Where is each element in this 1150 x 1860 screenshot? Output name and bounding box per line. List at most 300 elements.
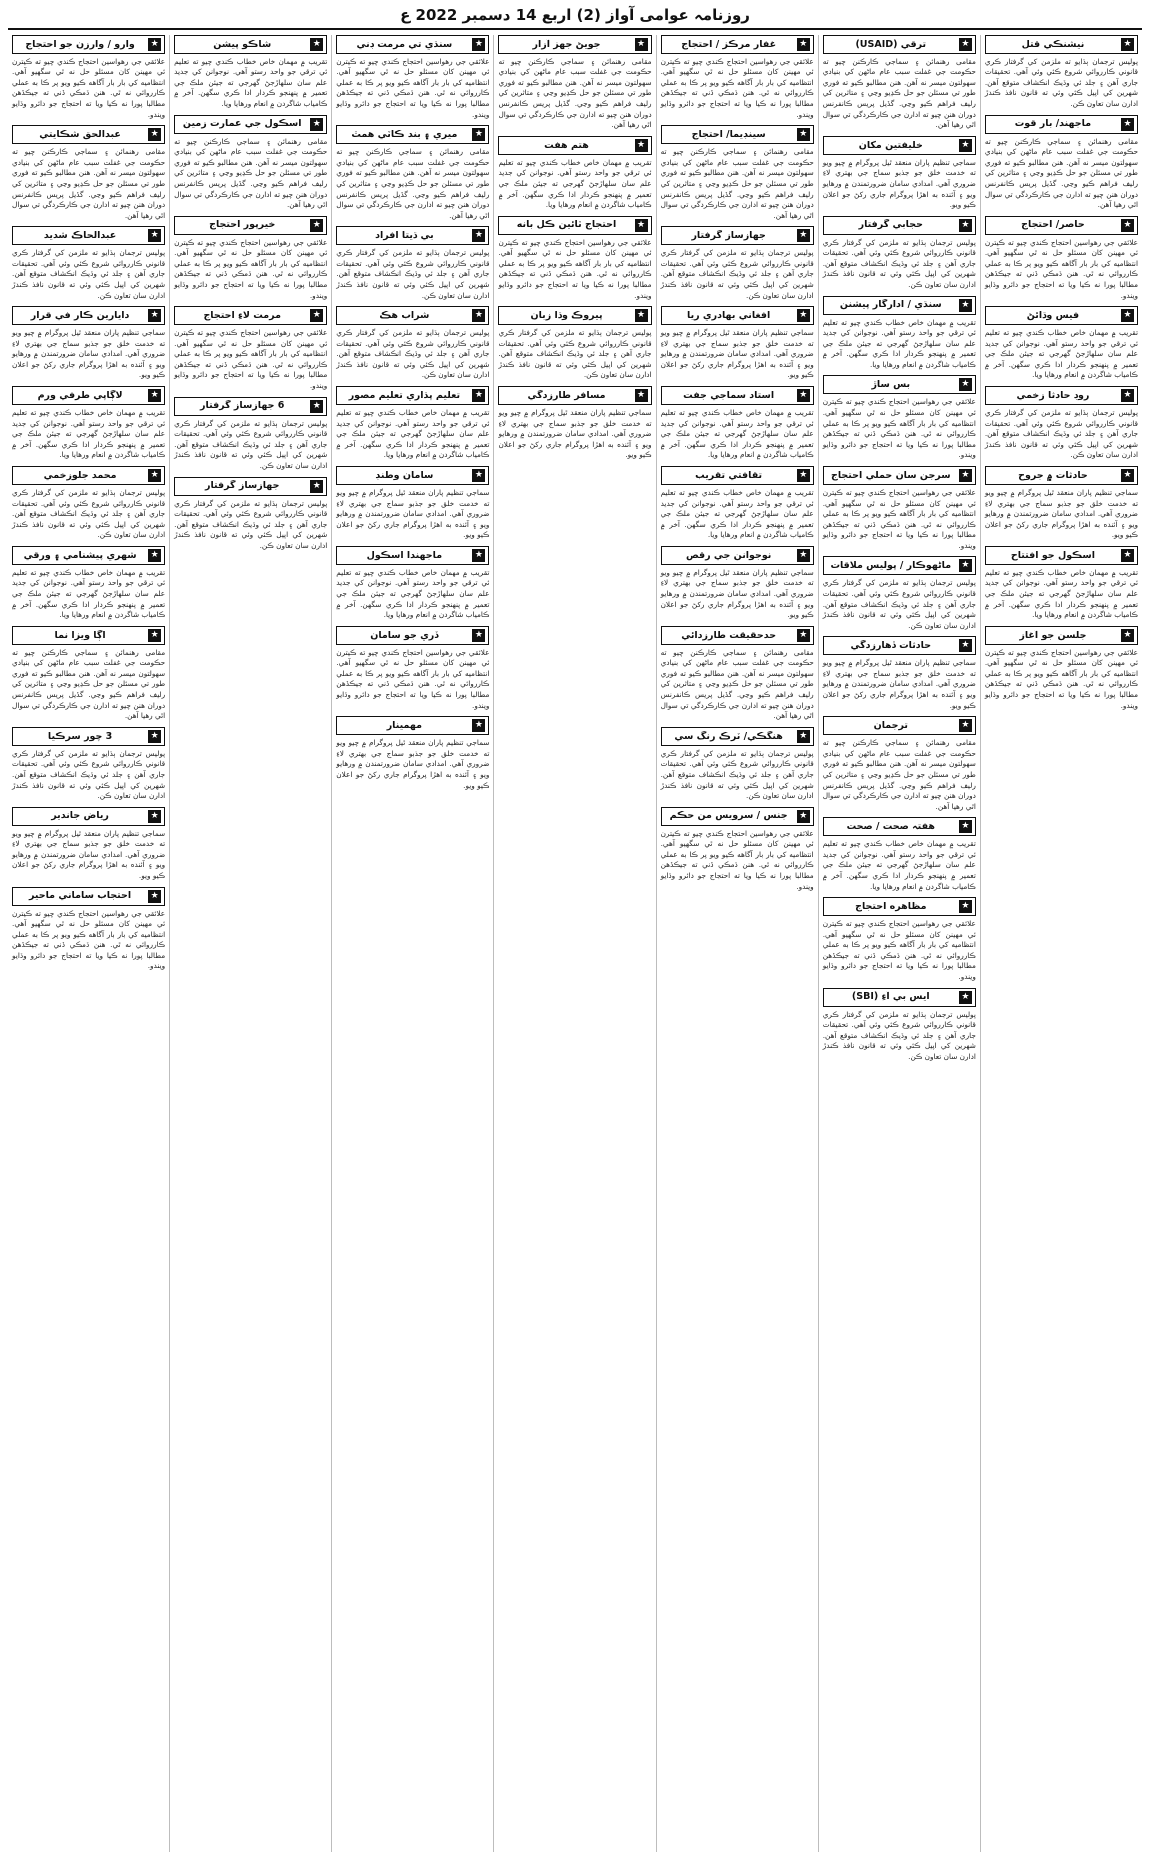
newspaper-column — [8, 35, 169, 1852]
star-icon: ★ — [1121, 309, 1134, 322]
article — [336, 125, 489, 221]
article-headline — [336, 386, 489, 405]
article-body: پوليس ترجمان ٻڌايو ته ملزمن کي گرفتار ڪري قانوني ڪارروائي شروع ڪئي وئي آهي. تحقيقات جاري آهن ۽ جلد ئي وڌيڪ انڪشاف متوقع آهن. شهرين کي اپيل ڪئي وئي ته قانون نافذ ڪندڙ ادارن سان تعاون ڪن. — [822, 1009, 976, 1061]
article-body: علائقي جي رهواسين احتجاج ڪندي چيو ته ڪيترن ئي مهينن کان مسئلو حل نه ٿي سگهيو آهي. انتظاميه کي بار بار آگاهه ڪيو ويو پر ڪا به عملي ڪارروائي نه ٿي. هنن ڌمڪي ڏني ته جيڪڏهن مطالبا پورا نه ڪيا ويا ته احتجاج جو دائرو وڌايو ويندو. — [660, 828, 814, 891]
article-headline — [985, 306, 1138, 325]
article-headline-text: مسافر طارزدگي — [527, 389, 606, 401]
article-body: سماجي تنظيم پاران منعقد ٿيل پروگرام ۾ چيو ويو ته خدمت خلق جو جذبو سماج جي بهتري لاءِ ضروري آهي. امدادي سامان ضرورتمندن ۾ ورهايو ويو ۽ آئنده به اهڙا پروگرام جاري رکڻ جو اعلان ڪيو ويو. — [336, 738, 490, 790]
article — [336, 716, 489, 791]
article — [336, 466, 489, 541]
article-body: پوليس ترجمان ٻڌايو ته ملزمن کي گرفتار ڪري قانوني ڪارروائي شروع ڪئي وئي آهي. تحقيقات جاري آهن ۽ جلد ئي وڌيڪ انڪشاف متوقع آهن. شهرين کي اپيل ڪئي وئي ته قانون نافذ ڪندڙ ادارن سان تعاون ڪن. — [822, 578, 976, 630]
star-icon: ★ — [472, 629, 485, 642]
article-headline — [661, 226, 814, 245]
article-headline-text: حادثات ڏهارزدگي — [850, 640, 932, 652]
article-body: مقامی رهنمائن ۽ سماجي ڪارڪنن چيو ته حڪومت جي غفلت سبب عام ماڻهن کي بنيادي سهولتون ميسر نه آهن. هنن مطالبو ڪيو ته فوري طور تي مسئلن جو حل ڪڍيو وڃي ۽ متاثرين کي رليف فراهم ڪيو وڃي. گڏيل پريس ڪانفرنس دوران هنن چيو ته ادارن جي ڪارڪردگي تي سوال اٿي رهيا آهن. — [12, 647, 166, 721]
article — [498, 35, 651, 131]
article — [823, 35, 976, 131]
article-headline-text: غفار مرڪز / احتجاج — [681, 38, 777, 50]
article-headline-text: جهازساز گرفتار — [205, 480, 280, 492]
article-body: سماجي تنظيم پاران منعقد ٿيل پروگرام ۾ چيو ويو ته خدمت خلق جو جذبو سماج جي بهتري لاءِ ضروري آهي. امدادي سامان ضرورتمندن ۾ ورهايو ويو ۽ آئنده به اهڙا پروگرام جاري رکڻ جو اعلان ڪيو ويو. — [12, 828, 166, 880]
article-headline — [985, 216, 1138, 235]
star-icon: ★ — [148, 890, 161, 903]
article — [174, 35, 327, 110]
article — [661, 386, 814, 461]
article — [174, 216, 327, 301]
article-headline — [823, 296, 976, 315]
star-icon: ★ — [797, 629, 810, 642]
article-headline-text: تقافتي تقريب — [695, 469, 763, 481]
article — [661, 546, 814, 621]
article — [823, 817, 976, 892]
article-headline-text: لاڳاپي طرفي ورم — [37, 389, 123, 401]
article — [985, 115, 1138, 211]
article-headline — [336, 125, 489, 144]
article — [661, 226, 814, 301]
star-icon: ★ — [1121, 549, 1134, 562]
article — [174, 306, 327, 391]
article — [336, 386, 489, 461]
article — [985, 626, 1138, 711]
article-body: سماجي تنظيم پاران منعقد ٿيل پروگرام ۾ چيو ويو ته خدمت خلق جو جذبو سماج جي بهتري لاءِ ضروري آهي. امدادي سامان ضرورتمندن ۾ ورهايو ويو ۽ آئنده به اهڙا پروگرام جاري رکڻ جو اعلان ڪيو ويو. — [498, 408, 652, 460]
article-body: سماجي تنظيم پاران منعقد ٿيل پروگرام ۾ چيو ويو ته خدمت خلق جو جذبو سماج جي بهتري لاءِ ضروري آهي. امدادي سامان ضرورتمندن ۾ ورهايو ويو ۽ آئنده به اهڙا پروگرام جاري رکڻ جو اعلان ڪيو ويو. — [822, 157, 976, 210]
article — [174, 477, 327, 552]
article-body: پوليس ترجمان ٻڌايو ته ملزمن کي گرفتار ڪري قانوني ڪارروائي شروع ڪئي وئي آهي. تحقيقات جاري آهن ۽ جلد ئي وڌيڪ انڪشاف متوقع آهن. شهرين کي اپيل ڪئي وئي ته قانون نافذ ڪندڙ ادارن سان تعاون ڪن. — [174, 498, 328, 550]
article-headline — [823, 136, 976, 155]
article-headline — [12, 546, 165, 565]
star-icon: ★ — [148, 128, 161, 141]
star-icon: ★ — [959, 900, 972, 913]
article-body: تقريب ۾ مهمان خاص خطاب ڪندي چيو ته تعليم ئي ترقي جو واحد رستو آهي. نوجوانن کي جديد علم سان سلهاڙجڻ گهرجي ته جيئن ملڪ جي تعمير ۾ پنهنجو ڪردار ادا ڪري سگهن. آخر ۾ ڪامياب شاگردن ۾ انعام ورهايا ويا. — [660, 408, 814, 460]
star-icon: ★ — [797, 549, 810, 562]
article-body: تقريب ۾ مهمان خاص خطاب ڪندي چيو ته تعليم ئي ترقي جو واحد رستو آهي. نوجوانن کي جديد علم سان سلهاڙجڻ گهرجي ته جيئن ملڪ جي تعمير ۾ پنهنجو ڪردار ادا ڪري سگهن. آخر ۾ ڪامياب شاگردن ۾ انعام ورهايا ويا. — [336, 408, 490, 460]
article — [985, 386, 1138, 461]
article-headline-text: ميري ۽ بند ڪاٽي همٿ — [351, 129, 458, 141]
star-icon: ★ — [635, 389, 648, 402]
article-headline-text: اڳا ويزا نما — [54, 629, 106, 641]
article-headline — [174, 35, 327, 54]
article — [661, 626, 814, 722]
star-icon: ★ — [472, 309, 485, 322]
article-headline — [661, 807, 814, 826]
article-body: علائقي جي رهواسين احتجاج ڪندي چيو ته ڪيترن ئي مهينن کان مسئلو حل نه ٿي سگهيو آهي. انتظاميه کي بار بار آگاهه ڪيو ويو پر ڪا به عملي ڪارروائي نه ٿي. هنن ڌمڪي ڏني ته جيڪڏهن مطالبا پورا نه ڪيا ويا ته احتجاج جو دائرو وڌايو ويندو. — [12, 908, 166, 971]
article — [12, 386, 165, 461]
article-body: سماجي تنظيم پاران منعقد ٿيل پروگرام ۾ چيو ويو ته خدمت خلق جو جذبو سماج جي بهتري لاءِ ضروري آهي. امدادي سامان ضرورتمندن ۾ ورهايو ويو ۽ آئنده به اهڙا پروگرام جاري رکڻ جو اعلان ڪيو ويو. — [12, 328, 166, 380]
star-icon: ★ — [797, 389, 810, 402]
article-headline — [498, 306, 651, 325]
star-icon: ★ — [148, 309, 161, 322]
article-headline — [174, 477, 327, 496]
star-icon: ★ — [959, 820, 972, 833]
article-body: مقامی رهنمائن ۽ سماجي ڪارڪنن چيو ته حڪومت جي غفلت سبب عام ماڻهن کي بنيادي سهولتون ميسر نه آهن. هنن مطالبو ڪيو ته فوري طور تي مسئلن جو حل ڪڍيو وڃي ۽ متاثرين کي رليف فراهم ڪيو وڃي. گڏيل پريس ڪانفرنس دوران هنن چيو ته ادارن جي ڪارڪردگي تي سوال اٿي رهيا آهن. — [822, 738, 976, 811]
article — [823, 897, 976, 982]
article-headline — [823, 556, 976, 575]
article-headline-text: احتجاج ٽائين ڪل بانه — [516, 219, 617, 231]
article-headline-text: جنس / سرويس من حڪم — [669, 810, 788, 822]
article-headline — [823, 817, 976, 836]
star-icon: ★ — [635, 38, 648, 51]
article — [12, 226, 165, 301]
article-headline-text: دايارين ڪار في قرار — [30, 309, 130, 321]
article-headline — [985, 466, 1138, 485]
article-headline — [336, 35, 489, 54]
article-body: پوليس ترجمان ٻڌايو ته ملزمن کي گرفتار ڪري قانوني ڪارروائي شروع ڪئي وئي آهي. تحقيقات جاري آهن ۽ جلد ئي وڌيڪ انڪشاف متوقع آهن. شهرين کي اپيل ڪئي وئي ته قانون نافذ ڪندڙ ادارن سان تعاون ڪن. — [12, 487, 166, 540]
star-icon: ★ — [148, 469, 161, 482]
article — [12, 35, 165, 120]
article-body: مقامی رهنمائن ۽ سماجي ڪارڪنن چيو ته حڪومت جي غفلت سبب عام ماڻهن کي بنيادي سهولتون ميسر نه آهن. هنن مطالبو ڪيو ته فوري طور تي مسئلن جو حل ڪڍيو وڃي ۽ متاثرين کي رليف فراهم ڪيو وڃي. گڏيل پريس ڪانفرنس دوران هنن چيو ته ادارن جي ڪارڪردگي تي سوال اٿي رهيا آهن. — [174, 136, 328, 210]
article-headline — [336, 626, 489, 645]
article-headline-text: خيرپور احتجاج — [209, 219, 276, 231]
article-body: مقامی رهنمائن ۽ سماجي ڪارڪنن چيو ته حڪومت جي غفلت سبب عام ماڻهن کي بنيادي سهولتون ميسر نه آهن. هنن مطالبو ڪيو ته فوري طور تي مسئلن جو حل ڪڍيو وڃي ۽ متاثرين کي رليف فراهم ڪيو وڃي. گڏيل پريس ڪانفرنس دوران هنن چيو ته ادارن جي ڪارڪردگي تي سوال اٿي رهيا آهن. — [12, 147, 166, 220]
article-headline-text: وارو / وارزن جو احتجاج — [25, 38, 135, 50]
article — [823, 296, 976, 371]
article-headline — [12, 727, 165, 746]
article-body: علائقي جي رهواسين احتجاج ڪندي چيو ته ڪيترن ئي مهينن کان مسئلو حل نه ٿي سگهيو آهي. انتظاميه کي بار بار آگاهه ڪيو ويو پر ڪا به عملي ڪارروائي نه ٿي. هنن ڌمڪي ڏني ته جيڪڏهن مطالبا پورا نه ڪيا ويا ته احتجاج جو دائرو وڌايو ويندو. — [12, 56, 166, 119]
article — [661, 35, 814, 120]
article-headline — [661, 306, 814, 325]
article — [498, 216, 651, 301]
article-headline-text: خلیفتین مکان — [858, 139, 923, 151]
star-icon: ★ — [148, 730, 161, 743]
article — [985, 216, 1138, 301]
article-headline-text: ايس بي آءِ (SBI) — [851, 991, 930, 1003]
article-headline-text: ترقي (USAID) — [855, 38, 927, 50]
article-headline-text: فيس وڌائڻ — [1026, 309, 1080, 321]
article-headline-text: احتجاب ساماني ماحير — [28, 890, 132, 902]
article-body: علائقي جي رهواسين احتجاج ڪندي چيو ته ڪيترن ئي مهينن کان مسئلو حل نه ٿي سگهيو آهي. انتظاميه کي بار بار آگاهه ڪيو ويو پر ڪا به عملي ڪارروائي نه ٿي. هنن ڌمڪي ڏني ته جيڪڏهن مطالبا پورا نه ڪيا ويا ته احتجاج جو دائرو وڌايو ويندو. — [174, 328, 328, 391]
article-headline-text: مرمت لاءِ احتجاج — [203, 309, 281, 321]
article-headline-text: شاڪو پيشن — [213, 38, 272, 50]
star-icon: ★ — [472, 38, 485, 51]
article-headline — [12, 226, 165, 245]
article-headline — [661, 546, 814, 565]
article — [498, 306, 651, 381]
article-body: پوليس ترجمان ٻڌايو ته ملزمن کي گرفتار ڪري قانوني ڪارروائي شروع ڪئي وئي آهي. تحقيقات جاري آهن ۽ جلد ئي وڌيڪ انڪشاف متوقع آهن. شهرين کي اپيل ڪئي وئي ته قانون نافذ ڪندڙ ادارن سان تعاون ڪن. — [12, 248, 166, 300]
article-headline — [985, 35, 1138, 54]
newspaper-column — [980, 35, 1142, 1852]
article — [985, 546, 1138, 621]
article-headline — [661, 466, 814, 485]
article-headline-text: شراب هڪ — [379, 309, 430, 321]
article-headline-text: پيروڪ وڌا زبان — [530, 309, 603, 321]
star-icon: ★ — [959, 299, 972, 312]
star-icon: ★ — [959, 219, 972, 232]
article — [823, 136, 976, 211]
newspaper-column — [656, 35, 818, 1852]
article-body: علائقي جي رهواسين احتجاج ڪندي چيو ته ڪيترن ئي مهينن کان مسئلو حل نه ٿي سگهيو آهي. انتظاميه کي بار بار آگاهه ڪيو ويو پر ڪا به عملي ڪارروائي نه ٿي. هنن ڌمڪي ڏني ته جيڪڏهن مطالبا پورا نه ڪيا ويا ته احتجاج جو دائرو وڌايو ويندو. — [822, 919, 976, 982]
article-body: علائقي جي رهواسين احتجاج ڪندي چيو ته ڪيترن ئي مهينن کان مسئلو حل نه ٿي سگهيو آهي. انتظاميه کي بار بار آگاهه ڪيو ويو پر ڪا به عملي ڪارروائي نه ٿي. هنن ڌمڪي ڏني ته جيڪڏهن مطالبا پورا نه ڪيا ويا ته احتجاج جو دائرو وڌايو ويندو. — [660, 56, 814, 119]
article-body: تقريب ۾ مهمان خاص خطاب ڪندي چيو ته تعليم ئي ترقي جو واحد رستو آهي. نوجوانن کي جديد علم سان سلهاڙجڻ گهرجي ته جيئن ملڪ جي تعمير ۾ پنهنجو ڪردار ادا ڪري سگهن. آخر ۾ ڪامياب شاگردن ۾ انعام ورهايا ويا. — [822, 317, 976, 369]
newspaper-column — [331, 35, 493, 1852]
article-headline-text: جويڻ جهز آزار — [532, 38, 601, 50]
article-body: تقريب ۾ مهمان خاص خطاب ڪندي چيو ته تعليم ئي ترقي جو واحد رستو آهي. نوجوانن کي جديد علم سان سلهاڙجڻ گهرجي ته جيئن ملڪ جي تعمير ۾ پنهنجو ڪردار ادا ڪري سگهن. آخر ۾ ڪامياب شاگردن ۾ انعام ورهايا ويا. — [822, 839, 976, 891]
star-icon: ★ — [310, 219, 323, 232]
star-icon: ★ — [959, 639, 972, 652]
article — [823, 556, 976, 631]
star-icon: ★ — [797, 730, 810, 743]
star-icon: ★ — [472, 389, 485, 402]
article-headline-text: حدحقيقت طارزدائي — [681, 629, 777, 641]
article-headline — [12, 306, 165, 325]
article-headline-text: ماجهندا اسڪول — [366, 549, 443, 561]
star-icon: ★ — [959, 38, 972, 51]
star-icon: ★ — [310, 38, 323, 51]
star-icon: ★ — [1121, 629, 1134, 642]
star-icon: ★ — [959, 719, 972, 732]
article-body: سماجي تنظيم پاران منعقد ٿيل پروگرام ۾ چيو ويو ته خدمت خلق جو جذبو سماج جي بهتري لاءِ ضروري آهي. امدادي سامان ضرورتمندن ۾ ورهايو ويو ۽ آئنده به اهڙا پروگرام جاري رکڻ جو اعلان ڪيو ويو. — [660, 567, 814, 620]
article — [498, 136, 651, 211]
article-headline — [985, 626, 1138, 645]
article-headline — [661, 35, 814, 54]
article-headline — [12, 35, 165, 54]
newspaper-column — [493, 35, 655, 1852]
star-icon: ★ — [797, 810, 810, 823]
article-headline — [12, 887, 165, 906]
article — [336, 546, 489, 621]
article-headline-text: شهري پيشنامي ۽ ورقي — [23, 549, 137, 561]
article-headline-text: بس ساڙ — [871, 379, 911, 391]
article — [823, 636, 976, 711]
star-icon: ★ — [635, 309, 648, 322]
star-icon: ★ — [1121, 469, 1134, 482]
article-headline — [661, 727, 814, 746]
article-headline — [12, 125, 165, 144]
star-icon: ★ — [1121, 219, 1134, 232]
star-icon: ★ — [310, 118, 323, 131]
article-headline — [498, 386, 651, 405]
star-icon: ★ — [797, 309, 810, 322]
article-headline — [823, 897, 976, 916]
article-headline — [12, 626, 165, 645]
article-body: سماجي تنظيم پاران منعقد ٿيل پروگرام ۾ چيو ويو ته خدمت خلق جو جذبو سماج جي بهتري لاءِ ضروري آهي. امدادي سامان ضرورتمندن ۾ ورهايو ويو ۽ آئنده به اهڙا پروگرام جاري رکڻ جو اعلان ڪيو ويو. — [984, 487, 1138, 540]
article-body: سماجي تنظيم پاران منعقد ٿيل پروگرام ۾ چيو ويو ته خدمت خلق جو جذبو سماج جي بهتري لاءِ ضروري آهي. امدادي سامان ضرورتمندن ۾ ورهايو ويو ۽ آئنده به اهڙا پروگرام جاري رکڻ جو اعلان ڪيو ويو. — [822, 658, 976, 710]
star-icon: ★ — [959, 139, 972, 152]
article-body: علائقي جي رهواسين احتجاج ڪندي چيو ته ڪيترن ئي مهينن کان مسئلو حل نه ٿي سگهيو آهي. انتظاميه کي بار بار آگاهه ڪيو ويو پر ڪا به عملي ڪارروائي نه ٿي. هنن ڌمڪي ڏني ته جيڪڏهن مطالبا پورا نه ڪيا ويا ته احتجاج جو دائرو وڌايو ويندو. — [336, 56, 490, 119]
article-body: تقريب ۾ مهمان خاص خطاب ڪندي چيو ته تعليم ئي ترقي جو واحد رستو آهي. نوجوانن کي جديد علم سان سلهاڙجڻ گهرجي ته جيئن ملڪ جي تعمير ۾ پنهنجو ڪردار ادا ڪري سگهن. آخر ۾ ڪامياب شاگردن ۾ انعام ورهايا ويا. — [984, 567, 1138, 620]
article — [336, 35, 489, 120]
star-icon: ★ — [1121, 389, 1134, 402]
article — [985, 306, 1138, 381]
article — [823, 988, 976, 1063]
article — [12, 887, 165, 972]
article — [12, 626, 165, 722]
star-icon: ★ — [797, 38, 810, 51]
article — [985, 35, 1138, 110]
star-icon: ★ — [148, 38, 161, 51]
article — [174, 397, 327, 472]
article — [12, 466, 165, 541]
star-icon: ★ — [472, 549, 485, 562]
article-headline-text: 3 چور سرڪيا — [47, 730, 113, 742]
article-headline — [12, 466, 165, 485]
star-icon: ★ — [797, 128, 810, 141]
article-body: مقامی رهنمائن ۽ سماجي ڪارڪنن چيو ته حڪومت جي غفلت سبب عام ماڻهن کي بنيادي سهولتون ميسر نه آهن. هنن مطالبو ڪيو ته فوري طور تي مسئلن جو حل ڪڍيو وڃي ۽ متاثرين کي رليف فراهم ڪيو وڃي. گڏيل پريس ڪانفرنس دوران هنن چيو ته ادارن جي ڪارڪردگي تي سوال اٿي رهيا آهن. — [984, 136, 1138, 210]
article-headline — [336, 306, 489, 325]
article-headline — [823, 716, 976, 735]
article-headline-text: حجابي گرفتار — [858, 219, 923, 231]
star-icon: ★ — [148, 810, 161, 823]
star-icon: ★ — [472, 128, 485, 141]
article-headline-text: روڊ حادثا زخمي — [1016, 389, 1090, 401]
article-headline-text: اسڪول جو افتتاح — [1010, 549, 1095, 561]
article — [12, 125, 165, 221]
article-headline — [498, 136, 651, 155]
article — [823, 716, 976, 812]
article — [12, 727, 165, 802]
article-headline-text: عبدالحق شڪايتي — [39, 129, 121, 141]
star-icon: ★ — [148, 629, 161, 642]
masthead — [8, 6, 1142, 30]
article-headline — [985, 386, 1138, 405]
star-icon: ★ — [310, 480, 323, 493]
article-headline-text: هتم هفت — [544, 139, 589, 151]
article-body: تقريب ۾ مهمان خاص خطاب ڪندي چيو ته تعليم ئي ترقي جو واحد رستو آهي. نوجوانن کي جديد علم سان سلهاڙجڻ گهرجي ته جيئن ملڪ جي تعمير ۾ پنهنجو ڪردار ادا ڪري سگهن. آخر ۾ ڪامياب شاگردن ۾ انعام ورهايا ويا. — [498, 157, 652, 210]
article-body: علائقي جي رهواسين احتجاج ڪندي چيو ته ڪيترن ئي مهينن کان مسئلو حل نه ٿي سگهيو آهي. انتظاميه کي بار بار آگاهه ڪيو ويو پر ڪا به عملي ڪارروائي نه ٿي. هنن ڌمڪي ڏني ته جيڪڏهن مطالبا پورا نه ڪيا ويا ته احتجاج جو دائرو وڌايو ويندو. — [984, 647, 1138, 710]
article-headline-text: ماجهند/ بار قوت — [1014, 118, 1092, 130]
article-headline-text: سرجن سان حملي احتجاج — [831, 469, 951, 481]
article — [336, 226, 489, 301]
article-body: تقريب ۾ مهمان خاص خطاب ڪندي چيو ته تعليم ئي ترقي جو واحد رستو آهي. نوجوانن کي جديد علم سان سلهاڙجڻ گهرجي ته جيئن ملڪ جي تعمير ۾ پنهنجو ڪردار ادا ڪري سگهن. آخر ۾ ڪامياب شاگردن ۾ انعام ورهايا ويا. — [984, 328, 1138, 380]
article-headline — [823, 636, 976, 655]
article-headline-text: رياض جاندير — [51, 810, 109, 822]
article-headline-text: ماڻهوڪار / پولیس ملاقات — [830, 560, 952, 572]
article-headline-text: حادثات ۾ جروح — [1018, 469, 1088, 481]
star-icon: ★ — [959, 991, 972, 1004]
star-icon: ★ — [472, 229, 485, 242]
article — [661, 466, 814, 541]
article-headline — [174, 306, 327, 325]
article-body: پوليس ترجمان ٻڌايو ته ملزمن کي گرفتار ڪري قانوني ڪارروائي شروع ڪئي وئي آهي. تحقيقات جاري آهن ۽ جلد ئي وڌيڪ انڪشاف متوقع آهن. شهرين کي اپيل ڪئي وئي ته قانون نافذ ڪندڙ ادارن سان تعاون ڪن. — [12, 748, 166, 801]
star-icon: ★ — [148, 229, 161, 242]
article-body: پوليس ترجمان ٻڌايو ته ملزمن کي گرفتار ڪري قانوني ڪارروائي شروع ڪئي وئي آهي. تحقيقات جاري آهن ۽ جلد ئي وڌيڪ انڪشاف متوقع آهن. شهرين کي اپيل ڪئي وئي ته قانون نافذ ڪندڙ ادارن سان تعاون ڪن. — [336, 248, 490, 300]
article — [336, 306, 489, 381]
article-body: پوليس ترجمان ٻڌايو ته ملزمن کي گرفتار ڪري قانوني ڪارروائي شروع ڪئي وئي آهي. تحقيقات جاري آهن ۽ جلد ئي وڌيڪ انڪشاف متوقع آهن. شهرين کي اپيل ڪئي وئي ته قانون نافذ ڪندڙ ادارن سان تعاون ڪن. — [498, 328, 652, 380]
article — [336, 626, 489, 711]
article-headline-text: سنڌي / ادارگار پیشنن — [839, 299, 942, 311]
article — [661, 807, 814, 892]
article-body: پوليس ترجمان ٻڌايو ته ملزمن کي گرفتار ڪري قانوني ڪارروائي شروع ڪئي وئي آهي. تحقيقات جاري آهن ۽ جلد ئي وڌيڪ انڪشاف متوقع آهن. شهرين کي اپيل ڪئي وئي ته قانون نافذ ڪندڙ ادارن سان تعاون ڪن. — [984, 408, 1138, 460]
article — [12, 807, 165, 882]
article-headline — [985, 546, 1138, 565]
article-headline — [12, 386, 165, 405]
article-headline — [985, 115, 1138, 134]
article-body: تقريب ۾ مهمان خاص خطاب ڪندي چيو ته تعليم ئي ترقي جو واحد رستو آهي. نوجوانن کي جديد علم سان سلهاڙجڻ گهرجي ته جيئن ملڪ جي تعمير ۾ پنهنجو ڪردار ادا ڪري سگهن. آخر ۾ ڪامياب شاگردن ۾ انعام ورهايا ويا. — [336, 567, 490, 620]
article-headline-text: ترجمان — [873, 719, 908, 731]
article-body: مقامی رهنمائن ۽ سماجي ڪارڪنن چيو ته حڪومت جي غفلت سبب عام ماڻهن کي بنيادي سهولتون ميسر نه آهن. هنن مطالبو ڪيو ته فوري طور تي مسئلن جو حل ڪڍيو وڃي ۽ متاثرين کي رليف فراهم ڪيو وڃي. گڏيل پريس ڪانفرنس دوران هنن چيو ته ادارن جي ڪارڪردگي تي سوال اٿي رهيا آهن. — [660, 147, 814, 220]
article — [174, 115, 327, 211]
article-body: مقامی رهنمائن ۽ سماجي ڪارڪنن چيو ته حڪومت جي غفلت سبب عام ماڻهن کي بنيادي سهولتون ميسر نه آهن. هنن مطالبو ڪيو ته فوري طور تي مسئلن جو حل ڪڍيو وڃي ۽ متاثرين کي رليف فراهم ڪيو وڃي. گڏيل پريس ڪانفرنس دوران هنن چيو ته ادارن جي ڪارڪردگي تي سوال اٿي رهيا آهن. — [336, 147, 490, 220]
article-headline-text: سنڌي تي مرمت ڊني — [356, 38, 453, 50]
article-headline — [174, 115, 327, 134]
article-body: علائقي جي رهواسين احتجاج ڪندي چيو ته ڪيترن ئي مهينن کان مسئلو حل نه ٿي سگهيو آهي. انتظاميه کي بار بار آگاهه ڪيو ويو پر ڪا به عملي ڪارروائي نه ٿي. هنن ڌمڪي ڏني ته جيڪڏهن مطالبا پورا نه ڪيا ويا ته احتجاج جو دائرو وڌايو ويندو. — [822, 397, 976, 460]
star-icon: ★ — [310, 309, 323, 322]
article-body: پوليس ترجمان ٻڌايو ته ملزمن کي گرفتار ڪري قانوني ڪارروائي شروع ڪئي وئي آهي. تحقيقات جاري آهن ۽ جلد ئي وڌيڪ انڪشاف متوقع آهن. شهرين کي اپيل ڪئي وئي ته قانون نافذ ڪندڙ ادارن سان تعاون ڪن. — [984, 56, 1138, 109]
article-headline — [498, 35, 651, 54]
article-headline — [823, 35, 976, 54]
article-headline-text: هفتہ صحت / صحت — [846, 821, 935, 833]
article-body: تقريب ۾ مهمان خاص خطاب ڪندي چيو ته تعليم ئي ترقي جو واحد رستو آهي. نوجوانن کي جديد علم سان سلهاڙجڻ گهرجي ته جيئن ملڪ جي تعمير ۾ پنهنجو ڪردار ادا ڪري سگهن. آخر ۾ ڪامياب شاگردن ۾ انعام ورهايا ويا. — [660, 487, 814, 540]
article-headline — [661, 386, 814, 405]
article-body: علائقي جي رهواسين احتجاج ڪندي چيو ته ڪيترن ئي مهينن کان مسئلو حل نه ٿي سگهيو آهي. انتظاميه کي بار بار آگاهه ڪيو ويو پر ڪا به عملي ڪارروائي نه ٿي. هنن ڌمڪي ڏني ته جيڪڏهن مطالبا پورا نه ڪيا ويا ته احتجاج جو دائرو وڌايو ويندو. — [984, 237, 1138, 300]
article — [823, 466, 976, 551]
article-headline-text: ڏري جو سامان — [370, 629, 439, 641]
article-body: سماجي تنظيم پاران منعقد ٿيل پروگرام ۾ چيو ويو ته خدمت خلق جو جذبو سماج جي بهتري لاءِ ضروري آهي. امدادي سامان ضرورتمندن ۾ ورهايو ويو ۽ آئنده به اهڙا پروگرام جاري رکڻ جو اعلان ڪيو ويو. — [336, 487, 490, 540]
article — [985, 466, 1138, 541]
article-headline-text: جلسن جو آغاز — [1019, 629, 1087, 641]
star-icon: ★ — [635, 139, 648, 152]
star-icon: ★ — [635, 219, 648, 232]
star-icon: ★ — [797, 229, 810, 242]
star-icon: ★ — [959, 378, 972, 391]
article — [823, 375, 976, 460]
article-headline-text: سينڊيما/ احتجاج — [691, 129, 766, 141]
article-body: پوليس ترجمان ٻڌايو ته ملزمن کي گرفتار ڪري قانوني ڪارروائي شروع ڪئي وئي آهي. تحقيقات جاري آهن ۽ جلد ئي وڌيڪ انڪشاف متوقع آهن. شهرين کي اپيل ڪئي وئي ته قانون نافذ ڪندڙ ادارن سان تعاون ڪن. — [336, 328, 490, 380]
article-headline — [174, 216, 327, 235]
article-headline-text: مهمينار — [386, 719, 423, 731]
article-headline-text: تعليم پڌاري تعليم مصور — [348, 389, 461, 401]
article-body: تقريب ۾ مهمان خاص خطاب ڪندي چيو ته تعليم ئي ترقي جو واحد رستو آهي. نوجوانن کي جديد علم سان سلهاڙجڻ گهرجي ته جيئن ملڪ جي تعمير ۾ پنهنجو ڪردار ادا ڪري سگهن. آخر ۾ ڪامياب شاگردن ۾ انعام ورهايا ويا. — [12, 567, 166, 620]
article-headline — [336, 226, 489, 245]
article — [823, 216, 976, 291]
article-body: مقامی رهنمائن ۽ سماجي ڪارڪنن چيو ته حڪومت جي غفلت سبب عام ماڻهن کي بنيادي سهولتون ميسر نه آهن. هنن مطالبو ڪيو ته فوري طور تي مسئلن جو حل ڪڍيو وڃي ۽ متاثرين کي رليف فراهم ڪيو وڃي. گڏيل پريس ڪانفرنس دوران هنن چيو ته ادارن جي ڪارڪردگي تي سوال اٿي رهيا آهن. — [660, 647, 814, 721]
article-body: پوليس ترجمان ٻڌايو ته ملزمن کي گرفتار ڪري قانوني ڪارروائي شروع ڪئي وئي آهي. تحقيقات جاري آهن ۽ جلد ئي وڌيڪ انڪشاف متوقع آهن. شهرين کي اپيل ڪئي وئي ته قانون نافذ ڪندڙ ادارن سان تعاون ڪن. — [660, 248, 814, 300]
article-body: پوليس ترجمان ٻڌايو ته ملزمن کي گرفتار ڪري قانوني ڪارروائي شروع ڪئي وئي آهي. تحقيقات جاري آهن ۽ جلد ئي وڌيڪ انڪشاف متوقع آهن. شهرين کي اپيل ڪئي وئي ته قانون نافذ ڪندڙ ادارن سان تعاون ڪن. — [174, 418, 328, 470]
article-headline-text: مظاهره احتجاج — [855, 900, 927, 912]
star-icon: ★ — [310, 400, 323, 413]
newspaper-column — [169, 35, 331, 1852]
article-headline-text: هنگڪي/ ٽرڪ رنگ سي — [674, 730, 783, 742]
article-headline — [498, 216, 651, 235]
article-headline-text: اسڪول جي عمارت زمين — [182, 118, 302, 130]
article-headline — [823, 216, 976, 235]
article-headline — [336, 466, 489, 485]
star-icon: ★ — [959, 559, 972, 572]
article-body: علائقي جي رهواسين احتجاج ڪندي چيو ته ڪيترن ئي مهينن کان مسئلو حل نه ٿي سگهيو آهي. انتظاميه کي بار بار آگاهه ڪيو ويو پر ڪا به عملي ڪارروائي نه ٿي. هنن ڌمڪي ڏني ته جيڪڏهن مطالبا پورا نه ڪيا ويا ته احتجاج جو دائرو وڌايو ويندو. — [336, 647, 490, 710]
article-headline-text: جهازساز گرفتار — [691, 230, 766, 242]
article-headline — [661, 626, 814, 645]
article-body: تقريب ۾ مهمان خاص خطاب ڪندي چيو ته تعليم ئي ترقي جو واحد رستو آهي. نوجوانن کي جديد علم سان سلهاڙجڻ گهرجي ته جيئن ملڪ جي تعمير ۾ پنهنجو ڪردار ادا ڪري سگهن. آخر ۾ ڪامياب شاگردن ۾ انعام ورهايا ويا. — [12, 408, 166, 460]
article-headline — [336, 716, 489, 735]
star-icon: ★ — [1121, 118, 1134, 131]
article-body: علائقي جي رهواسين احتجاج ڪندي چيو ته ڪيترن ئي مهينن کان مسئلو حل نه ٿي سگهيو آهي. انتظاميه کي بار بار آگاهه ڪيو ويو پر ڪا به عملي ڪارروائي نه ٿي. هنن ڌمڪي ڏني ته جيڪڏهن مطالبا پورا نه ڪيا ويا ته احتجاج جو دائرو وڌايو ويندو. — [822, 487, 976, 550]
star-icon: ★ — [472, 469, 485, 482]
article-headline — [661, 125, 814, 144]
article — [498, 386, 651, 461]
article-headline-text: استاد سماجي جفت — [683, 389, 775, 401]
article-headline-text: بي ڌيتا افراد — [375, 230, 434, 242]
article-body: پوليس ترجمان ٻڌايو ته ملزمن کي گرفتار ڪري قانوني ڪارروائي شروع ڪئي وئي آهي. تحقيقات جاري آهن ۽ جلد ئي وڌيڪ انڪشاف متوقع آهن. شهرين کي اپيل ڪئي وئي ته قانون نافذ ڪندڙ ادارن سان تعاون ڪن. — [660, 748, 814, 801]
page-title: روزنامہ عوامی آواز (2) اربع 14 دسمبر 2022 ع — [400, 6, 750, 24]
article-body: مقامی رهنمائن ۽ سماجي ڪارڪنن چيو ته حڪومت جي غفلت سبب عام ماڻهن کي بنيادي سهولتون ميسر نه آهن. هنن مطالبو ڪيو ته فوري طور تي مسئلن جو حل ڪڍيو وڃي ۽ متاثرين کي رليف فراهم ڪيو وڃي. گڏيل پريس ڪانفرنس دوران هنن چيو ته ادارن جي ڪارڪردگي تي سوال اٿي رهيا آهن. — [498, 56, 652, 130]
article-headline-text: نوجوانن جي رقص — [685, 549, 772, 561]
article-headline — [823, 375, 976, 394]
article — [12, 306, 165, 381]
article-headline-text: حاصر/ احتجاج — [1021, 219, 1085, 231]
article-headline — [174, 397, 327, 416]
article-body: تقريب ۾ مهمان خاص خطاب ڪندي چيو ته تعليم ئي ترقي جو واحد رستو آهي. نوجوانن کي جديد علم سان سلهاڙجڻ گهرجي ته جيئن ملڪ جي تعمير ۾ پنهنجو ڪردار ادا ڪري سگهن. آخر ۾ ڪامياب شاگردن ۾ انعام ورهايا ويا. — [174, 56, 328, 109]
article-headline-text: محمد جلوزخمي — [43, 469, 117, 481]
star-icon: ★ — [959, 469, 972, 482]
star-icon: ★ — [472, 719, 485, 732]
article-headline-text: افغاني بهادري ريا — [687, 309, 771, 321]
article-headline-text: 6 جهازساز گرفتار — [200, 400, 285, 412]
article-body: مقامی رهنمائن ۽ سماجي ڪارڪنن چيو ته حڪومت جي غفلت سبب عام ماڻهن کي بنيادي سهولتون ميسر نه آهن. هنن مطالبو ڪيو ته فوري طور تي مسئلن جو حل ڪڍيو وڃي ۽ متاثرين کي رليف فراهم ڪيو وڃي. گڏيل پريس ڪانفرنس دوران هنن چيو ته ادارن جي ڪارڪردگي تي سوال اٿي رهيا آهن. — [822, 56, 976, 130]
article — [12, 546, 165, 621]
article-headline-text: سامان وطنڊ — [375, 469, 434, 481]
newspaper-column — [818, 35, 980, 1852]
article — [661, 306, 814, 381]
article-body: علائقي جي رهواسين احتجاج ڪندي چيو ته ڪيترن ئي مهينن کان مسئلو حل نه ٿي سگهيو آهي. انتظاميه کي بار بار آگاهه ڪيو ويو پر ڪا به عملي ڪارروائي نه ٿي. هنن ڌمڪي ڏني ته جيڪڏهن مطالبا پورا نه ڪيا ويا ته احتجاج جو دائرو وڌايو ويندو. — [174, 237, 328, 300]
article — [661, 125, 814, 221]
